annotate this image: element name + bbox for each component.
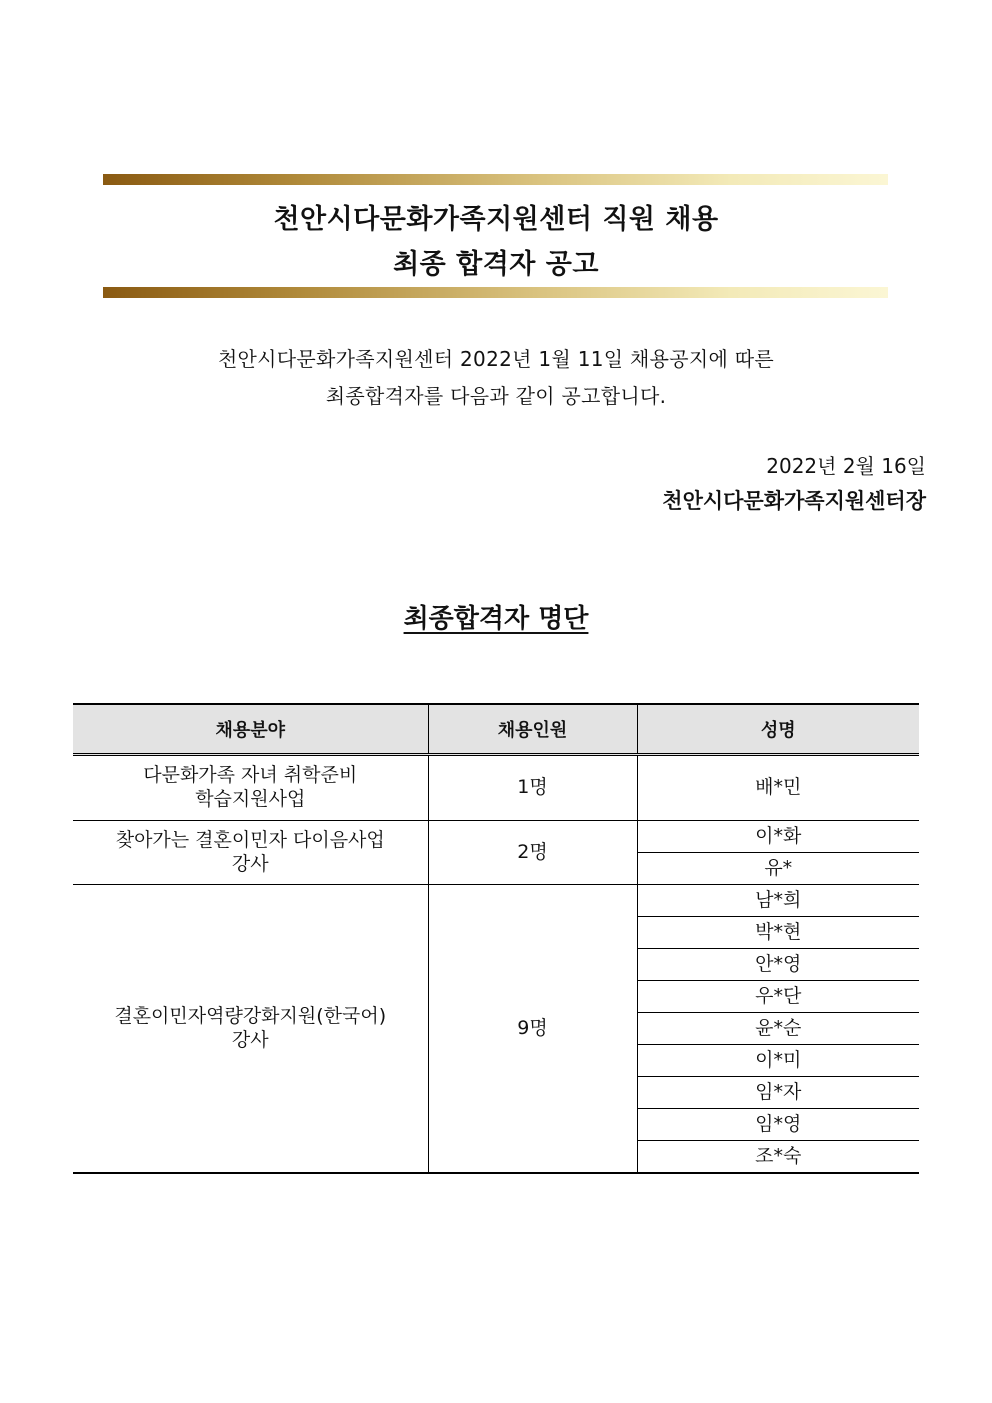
name-cell: 우*단: [637, 981, 919, 1013]
field-line: 결혼이민자역량강화지원(한국어): [114, 1004, 387, 1027]
field-line: 강사: [231, 852, 269, 875]
intro-line-2: 최종합격자를 다음과 같이 공고합니다.: [325, 384, 667, 408]
announcement-date: 2022년 2월 16일: [766, 454, 926, 478]
count-cell: 1명: [428, 755, 637, 821]
field-cell: [73, 821, 428, 885]
header-count: 채용인원: [428, 704, 637, 755]
header-field: 채용분야: [73, 704, 428, 755]
name-cell: 배*민: [637, 755, 919, 821]
header-name: 성명: [637, 704, 919, 755]
field-cell: [73, 885, 428, 1174]
table-row: [73, 885, 919, 917]
list-title: [0, 598, 992, 635]
table-header-row: [73, 704, 919, 755]
field-line: 학습지원사업: [195, 788, 306, 810]
name-cell: 이*미: [637, 1045, 919, 1077]
table-row: [73, 821, 919, 853]
name-cell: 남*희: [637, 885, 919, 917]
bottom-gold-divider: [103, 287, 888, 298]
page-subtitle: 최종 합격자 공고: [393, 249, 599, 280]
name-cell: 박*현: [637, 917, 919, 949]
page-title: 천안시다문화가족지원센터 직원 채용: [273, 204, 719, 235]
field-line: 강사: [231, 1028, 269, 1051]
top-gold-divider: [103, 174, 888, 185]
field-cell: [73, 755, 428, 821]
count-cell: 2명: [428, 821, 637, 885]
issuer-name: 천안시다문화가족지원센터장: [662, 489, 926, 513]
results-table: [73, 703, 919, 1174]
field-line: 다문화가족 자녀 취학준비: [143, 764, 358, 787]
name-cell: 임*자: [637, 1077, 919, 1109]
name-cell: 조*숙: [637, 1141, 919, 1174]
field-line: 찾아가는 결혼이민자 다이음사업: [115, 828, 385, 851]
intro-line-1: 천안시다문화가족지원센터 2022년 1월 11일 채용공지에 따른: [217, 347, 775, 371]
name-cell: 윤*순: [637, 1013, 919, 1045]
count-cell: 9명: [428, 885, 637, 1174]
table-row: [73, 755, 919, 821]
name-cell: 이*화: [637, 821, 919, 853]
name-cell: 임*영: [637, 1109, 919, 1141]
name-cell: 유*: [637, 853, 919, 885]
name-cell: 안*영: [637, 949, 919, 981]
list-title-text: 최종합격자 명단: [403, 604, 589, 634]
